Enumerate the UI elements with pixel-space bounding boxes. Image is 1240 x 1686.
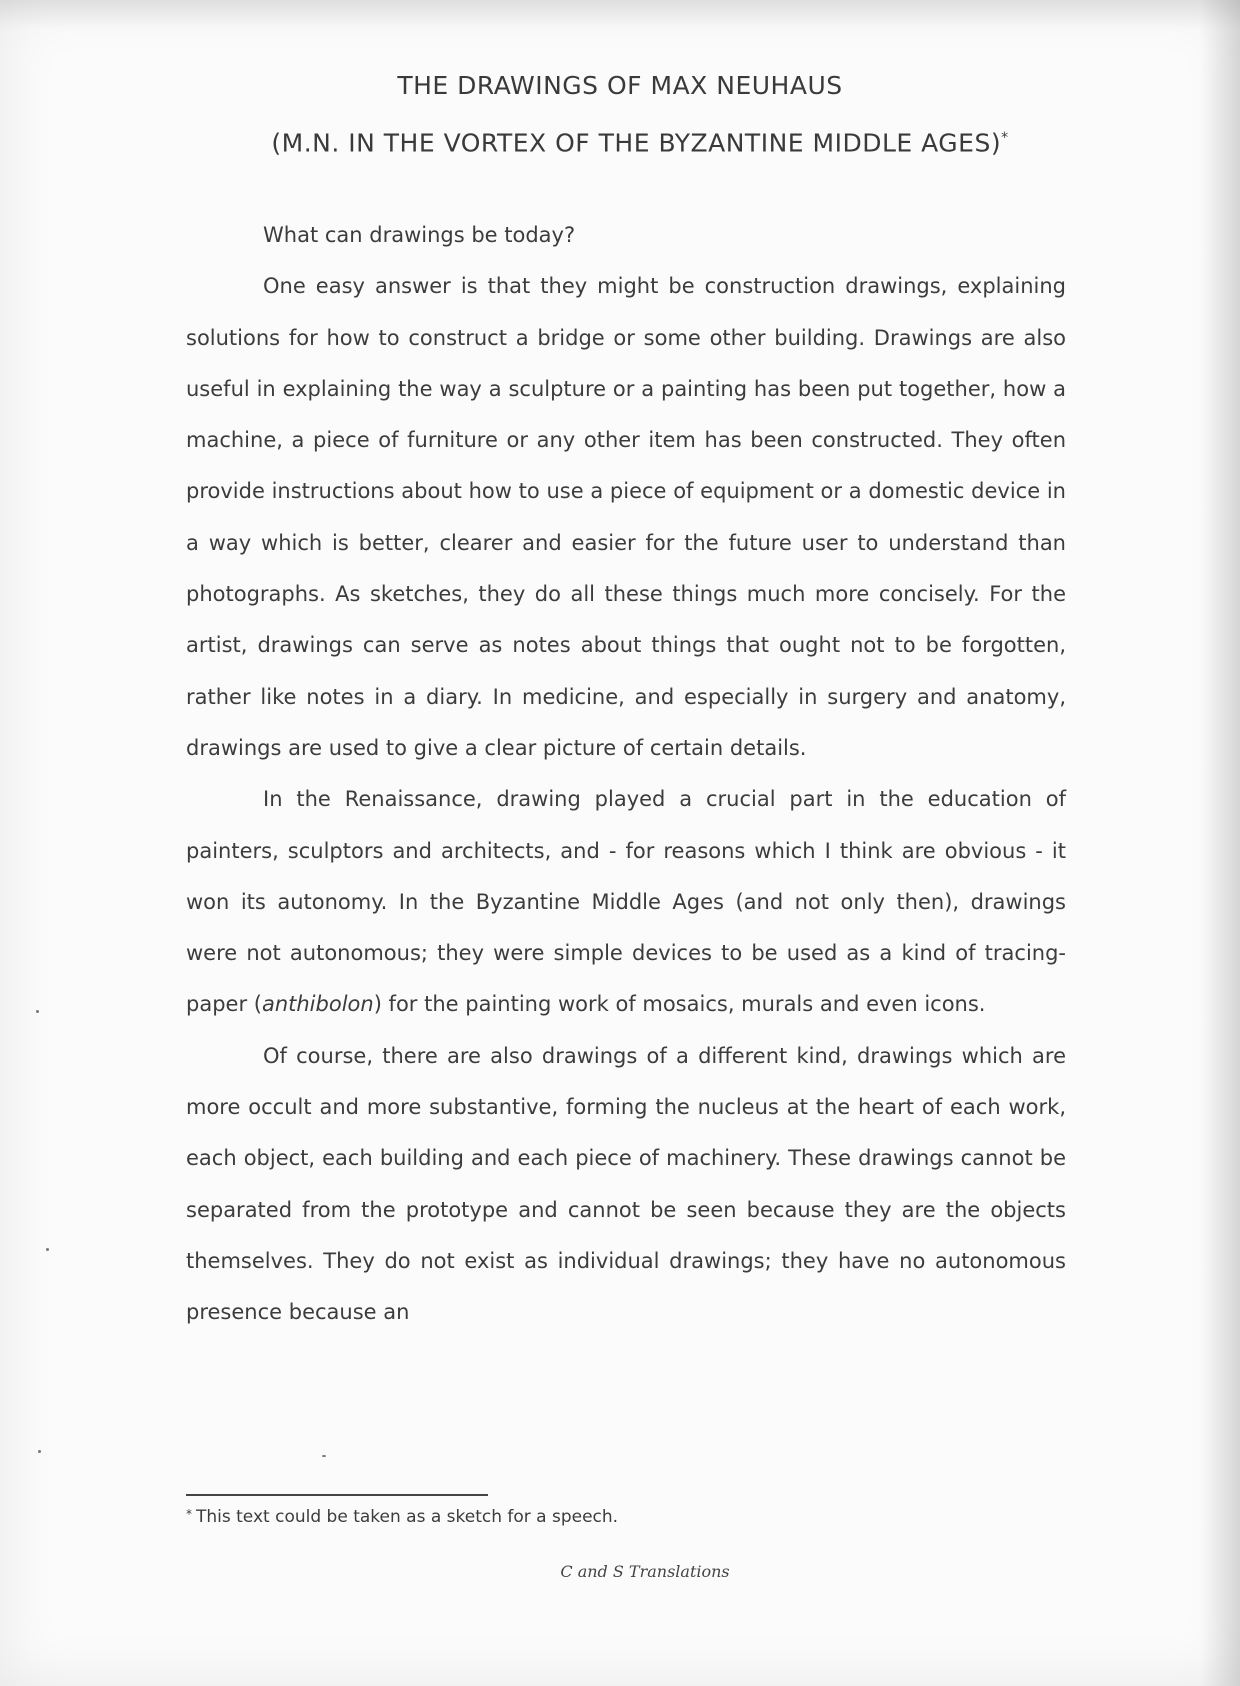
body-text	[186, 210, 1066, 1339]
paragraph-2-part-2: ) for the painting work of mosaics, murals and even icons.	[373, 992, 986, 1017]
subtitle-text: (M.N. IN THE VORTEX OF THE BYZANTINE MIDDLE AGES)	[271, 128, 1002, 158]
paragraph-3: Of course, there are also drawings of a different kind, drawings which are more occult and more substantive, forming the nucleus at the heart of each work, each object, each building and each piece of machinery. These drawings cannot be separated from the prototype and cannot be seen because they are the objects themselves. They do not exist as individual drawings; they have no autonomous presence because an	[186, 1043, 1066, 1325]
scan-speck	[322, 1455, 326, 1457]
paragraph-2-part-1: In the Renaissance, drawing played a crucial part in the education of painters, sculptors and architects, and - for reasons which I think are obvious - it won its autonomy. In the Byzantine Middle Ages (and not only then), drawings were not autonomous; they were simple devices to be used as a kind of tracing-paper (	[186, 787, 1066, 1017]
paragraph-2-italic-term: anthibolon	[261, 992, 374, 1017]
scan-speck	[36, 1010, 39, 1013]
footnote-divider	[186, 1494, 488, 1496]
scan-speck	[38, 1450, 41, 1453]
scan-speck	[46, 1248, 49, 1251]
paragraph-1: One easy answer is that they might be construction drawings, explaining solutions for how to construct a bridge or some other building. Drawings are also useful in explaining the way a sculpture or a painting has been put together, how a machine, a piece of furniture or any other item has been constructed. They often provide instructions about how to use a piece of equipment or a domestic device in a way which is better, clearer and easier for the future user to understand than photographs. As sketches, they do all these things much more concisely. For the artist, drawings can serve as notes about things that ought not to be forgotten, rather like notes in a diary. In medicine, and especially in surgery and anatomy, drawings are used to give a clear picture of certain details.	[186, 274, 1066, 760]
footnote	[186, 1507, 1066, 1527]
subtitle-footnote-mark: *	[1001, 130, 1009, 146]
paragraph-2	[186, 774, 1066, 1030]
footnote-mark: *	[186, 1507, 192, 1521]
footnote-text: This text could be taken as a sketch for a speech.	[196, 1507, 619, 1527]
scan-shadow-right	[1200, 0, 1240, 1686]
scan-shadow-top	[0, 0, 1240, 30]
title-block	[0, 60, 1240, 169]
opening-question: What can drawings be today?	[263, 223, 576, 247]
document-title: THE DRAWINGS OF MAX NEUHAUS	[397, 71, 843, 100]
translator-credit: C and S Translations	[560, 1562, 730, 1581]
document-subtitle	[0, 112, 1240, 169]
